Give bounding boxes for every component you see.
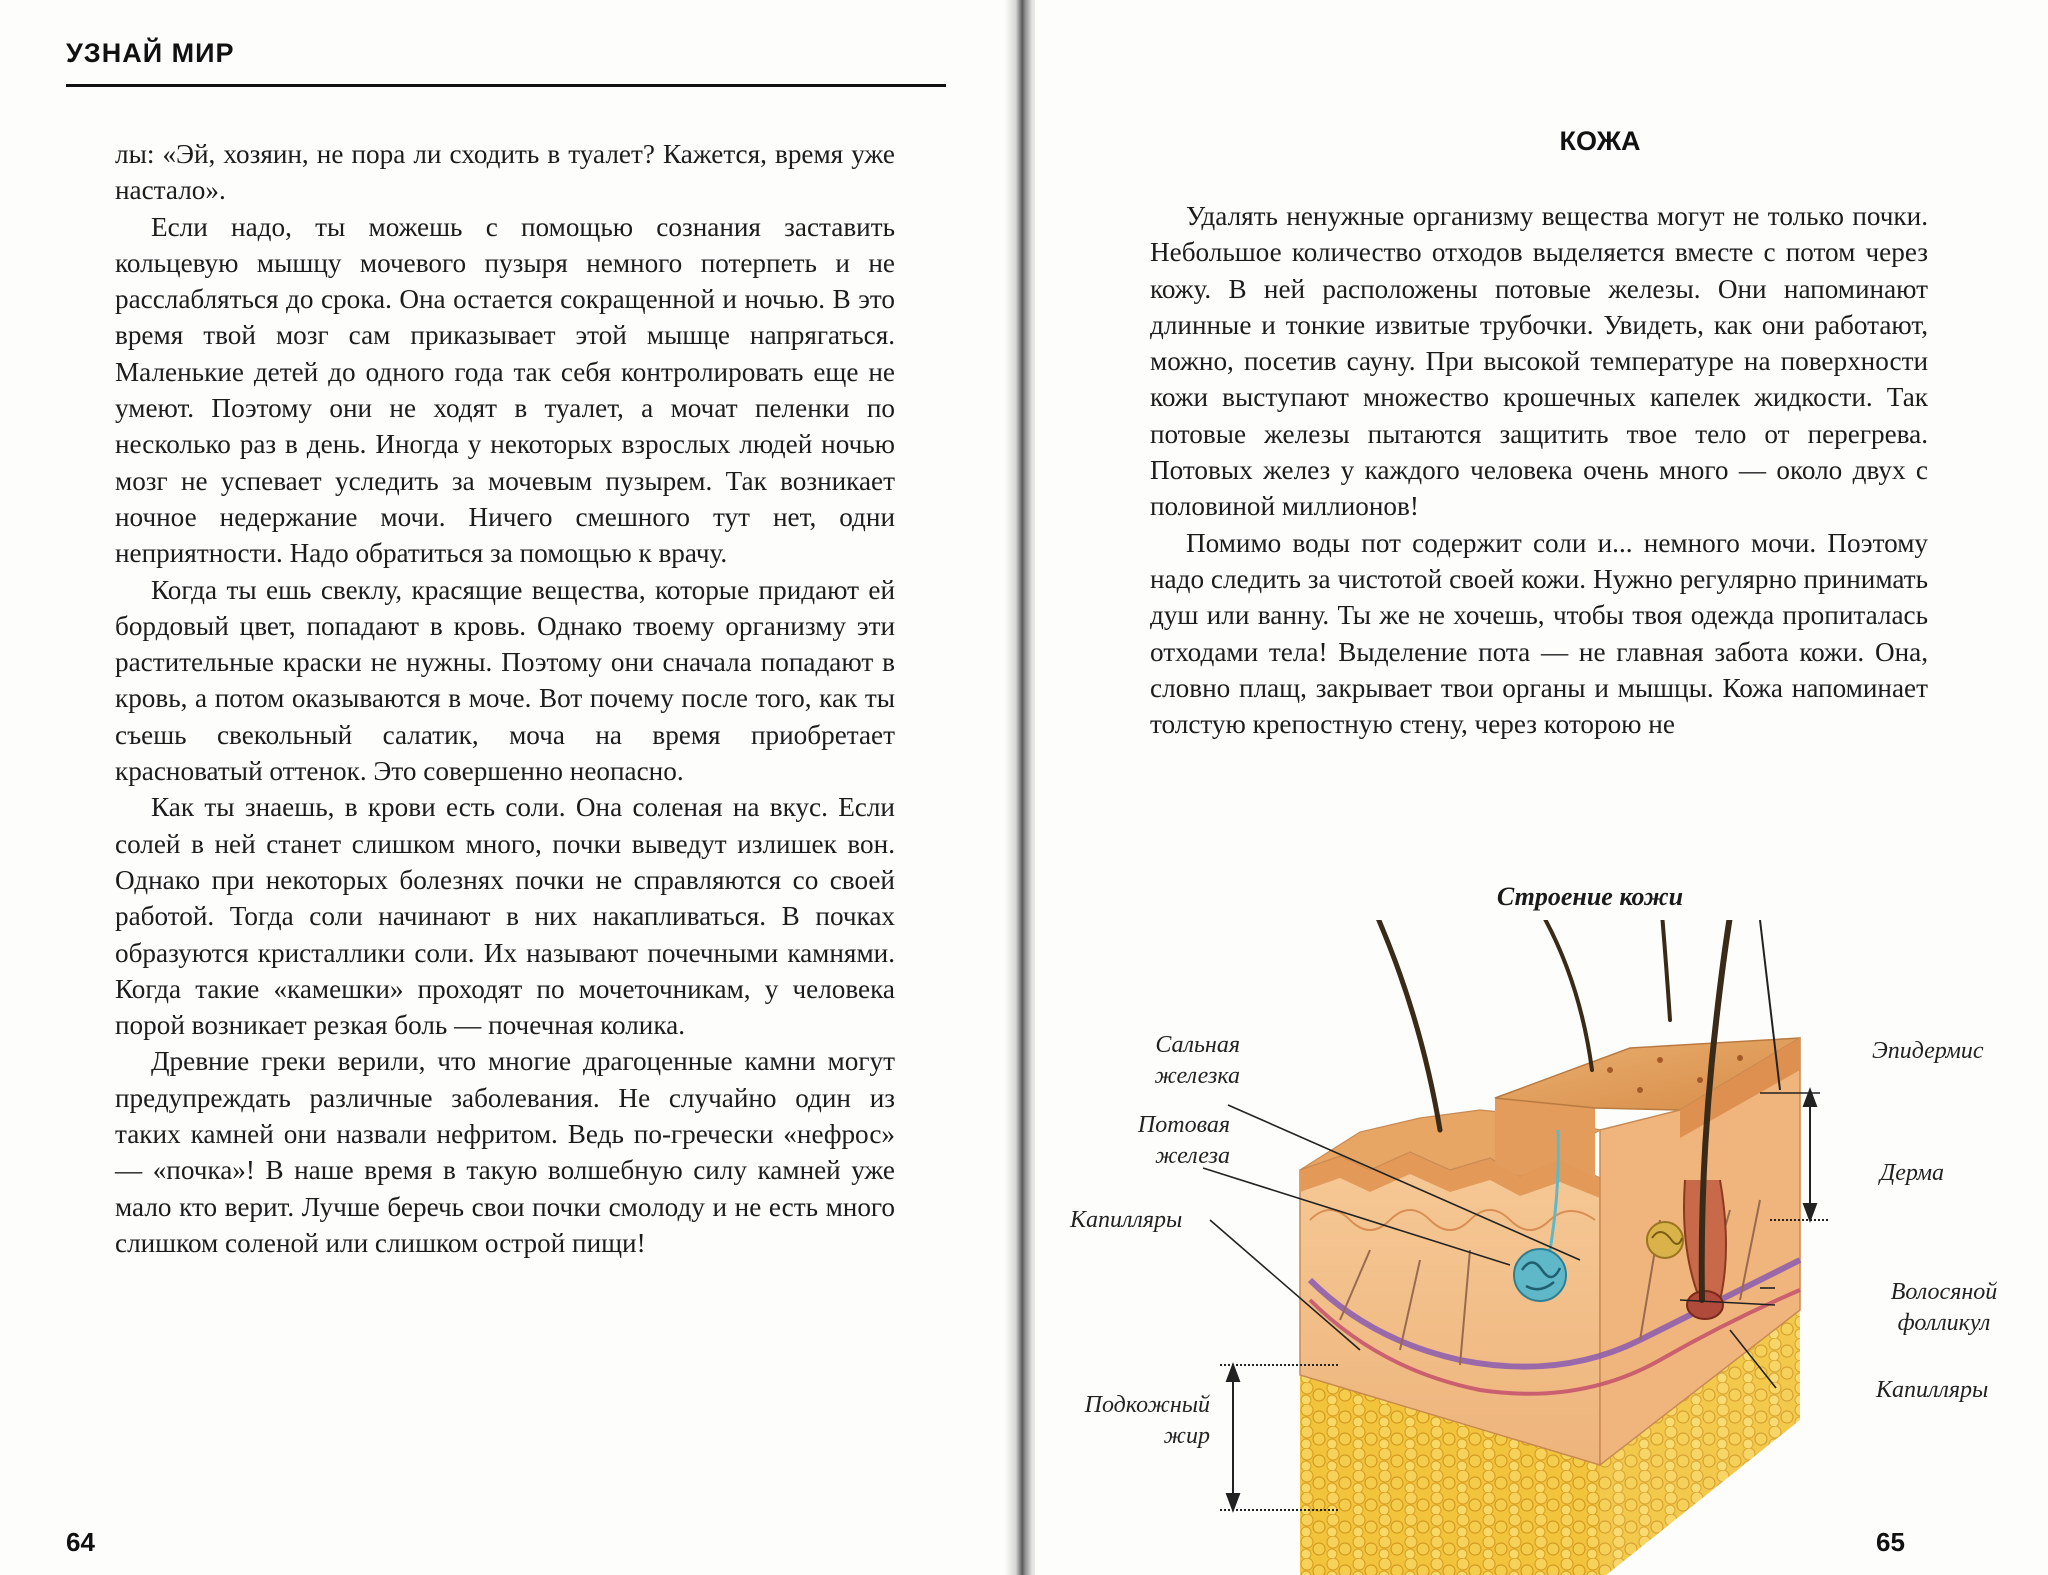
page-number-left: 64 [66,1527,95,1557]
label-capillaries-right: Капилляры [1876,1377,1989,1403]
sweat-gland [1514,1249,1566,1301]
skin-illustration [1040,920,2048,1575]
label-sweat-gland: Потовая железа [1137,1112,1230,1169]
paragraph: Помимо воды пот содержит соли и... немного мочи. Поэтому надо следить за чистотой своей кожи. Нужно регулярно принимать душ или ванну. Ты же не хочешь, чтобы твоя одежда пропиталась отходами тела! Выделение пота — не главная забота кожи. Она, словно плащ, закрывает твои органы и мышцы. Кожа напоминает толстую крепостную стену, через которою не [1150,527,1928,740]
skin-structure-diagram [1040,920,2048,1575]
paragraph-continued: лы: «Эй, хозяин, не пора ли сходить в туалет? Кажется, время уже настало». [115,139,895,206]
paragraph: Когда ты ешь свеклу, красящие вещества, которые придают ей бордовый цвет, попадают в кровь. Однако твоему организму эти растительные краски не нужны. Поэтому они сначала попадают в кровь, а потом оказываются в моче. Вот почему после того, как ты съешь свекольный салатик, моча на время приобретает красноватый оттенок. Это совершенно неопасно. [115,574,895,787]
left-page-body [115,136,895,1261]
label-subcutaneous-fat: Подкожный жир [1084,1392,1210,1449]
header-rule [66,84,946,87]
label-hair-follicle: Волосяной фолликул [1890,1279,1998,1336]
label-epidermis: Эпидермис [1872,1038,1984,1064]
paragraph: Удалять ненужные организму вещества могут не только почки. Небольшое количество отходов выделяется вместе с потом через кожу. В ней расположены потовые железы. Они напоминают длинные и тонкие извитые трубочки. Увидеть, как они работают, можно, посетив сауну. При высокой температуре на поверхности кожи выступают множество крошечных капелек жидкости. Так потовые железы пытаются защитить твое тело от перегрева. Потовых желез у каждого человека очень много — около двух с половиной миллионов! [1150,201,1928,522]
right-page-body [1150,198,1928,742]
sebaceous-gland [1647,1222,1683,1258]
label-sebaceous-gland: Сальная железка [1154,1032,1240,1089]
paragraph: Как ты знаешь, в крови есть соли. Она соленая на вкус. Если солей в ней станет слишком много, почки выведут излишек вон. Однако при некоторых болезнях почки не справляются со своей работой. Тогда соли начинают в них накапливаться. В почках образуются кристаллики соли. Их называют почечными камнями. Когда такие «камешки» проходят по мочеточникам, у человека порой возникает резкая боль — почечная колика. [115,792,895,1041]
paragraph: Если надо, ты можешь с помощью сознания заставить кольцевую мышцу мочевого пузыря немного потерпеть и не расслабляться до срока. Она остается сокращенной и ночью. В это время твой мозг сам приказывает этой мышце напрягаться. Маленькие детей до одного года так себя контролировать еще не умеют. Поэтому они не ходят в туалет, а мочат пеленки по несколько раз в день. Иногда у некоторых взрослых людей ночью мозг не успевает уследить за мочевым пузырем. Так возникает ночное недержание мочи. Ничего смешного тут нет, одни неприятности. Надо обратиться за помощью к врачу. [115,211,895,569]
label-dermis: Дерма [1880,1160,1945,1186]
figure-caption: Строение кожи [1496,882,1684,911]
chapter-title: КОЖА [1559,126,1641,156]
running-head: УЗНАЙ МИР [66,38,235,68]
upper-block-front [1495,1098,1595,1178]
left-page [0,0,1010,1575]
paragraph: Древние греки верили, что многие драгоценные камни могут предупреждать различные заболевания. Не случайно один из таких камней они назвали нефритом. Ведь по-гречески «нефрос» — «почка»! В наше время в такую волшебную силу камней уже мало кто верит. Лучше беречь свои почки смолоду и не есть много слишком соленой или слишком острой пищи! [115,1046,895,1258]
page-number-right: 65 [1876,1527,1905,1557]
label-capillaries-left: Капилляры [1070,1207,1183,1233]
